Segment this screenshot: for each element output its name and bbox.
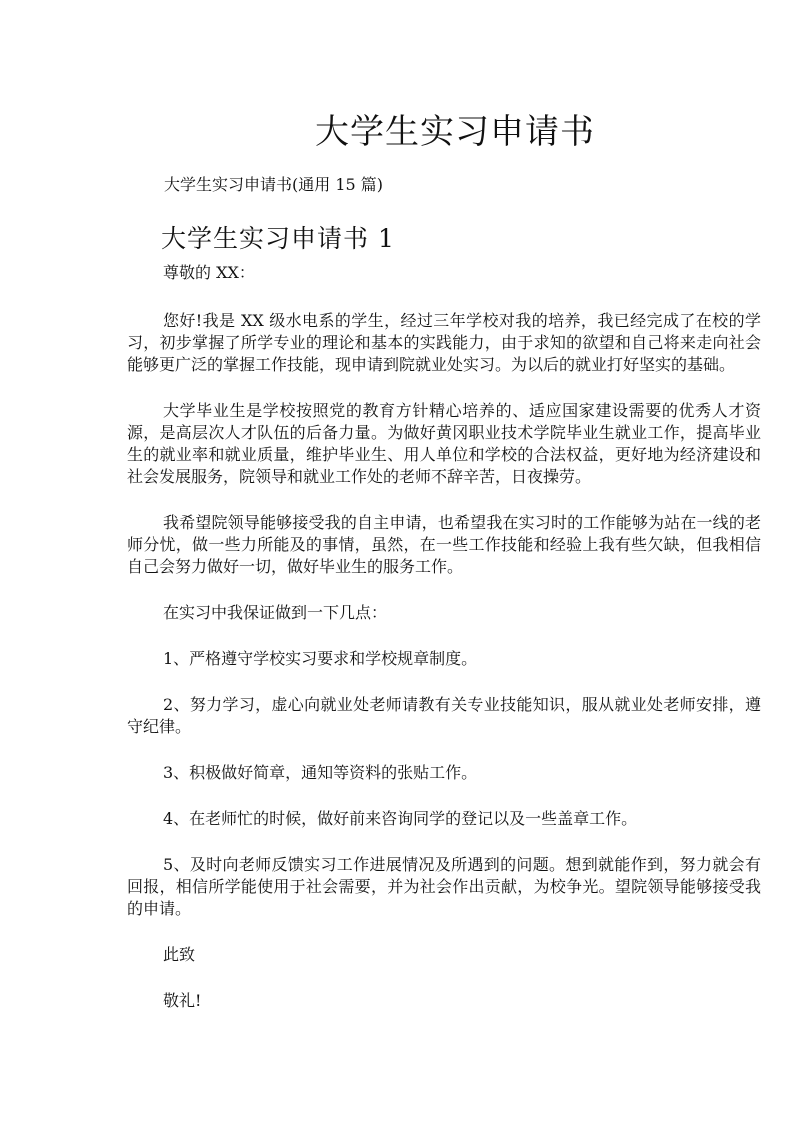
paragraph-request: 我希望院领导能够接受我的自主申请，也希望我在实习时的工作能够为站在一线的老师分忧，做一些力所能及的事情，虽然，在一些工作技能和经验上我有些欠缺，但我相信自己会努力做好一切，做好毕业生的服务工作。 <box>127 513 761 576</box>
pledge-item: 3、积极做好简章，通知等资料的张贴工作。 <box>163 763 478 782</box>
pledge-item: 2、努力学习，虚心向就业处老师请教有关专业技能知识，服从就业处老师安排，遵守纪律。 <box>127 695 761 736</box>
pledge-item: 1、严格遵守学校实习要求和学校规章制度。 <box>163 649 478 668</box>
letter-body <box>127 262 761 1036</box>
pledge-item: 5、及时向老师反馈实习工作进展情况及所遇到的问题。想到就能作到，努力就会有回报，相信所学能使用于社会需要，并为社会作出贡献，为校争光。望院领导能够接受我的申请。 <box>127 855 761 918</box>
paragraph-pledge-intro: 在实习中我保证做到一下几点： <box>163 603 388 622</box>
salutation: 尊敬的 XX： <box>163 263 255 282</box>
paragraph-background: 大学毕业生是学校按照党的教育方针精心培养的、适应国家建设需要的优秀人才资源，是高层次人才队伍的后备力量。为做好黄冈职业技术学院毕业生就业工作，提高毕业生的就业率和就业质量，维护毕业生、用人单位和学校的合法权益，更好地为经济建设和社会发展服务，院领导和就业工作处的老师不辞辛苦，日夜操劳。 <box>127 401 761 486</box>
closing-phrase: 此致 <box>163 945 196 964</box>
document-subtitle: 大学生实习申请书(通用 15 篇) <box>164 175 384 194</box>
section-heading: 大学生实习申请书 1 <box>161 224 395 253</box>
pledge-item: 4、在老师忙的时候，做好前来咨询同学的登记以及一些盖章工作。 <box>163 809 638 828</box>
document-title: 大学生实习申请书 <box>315 112 595 152</box>
paragraph-intro: 您好!我是 XX 级水电系的学生，经过三年学校对我的培养，我已经完成了在校的学习，初步掌握了所学专业的理论和基本的实践能力，由于求知的欲望和自己将来走向社会能够更广泛的掌握工作技能，现申请到院就业处实习。为以后的就业打好坚实的基础。 <box>127 311 761 374</box>
closing-salute: 敬礼! <box>163 991 202 1010</box>
